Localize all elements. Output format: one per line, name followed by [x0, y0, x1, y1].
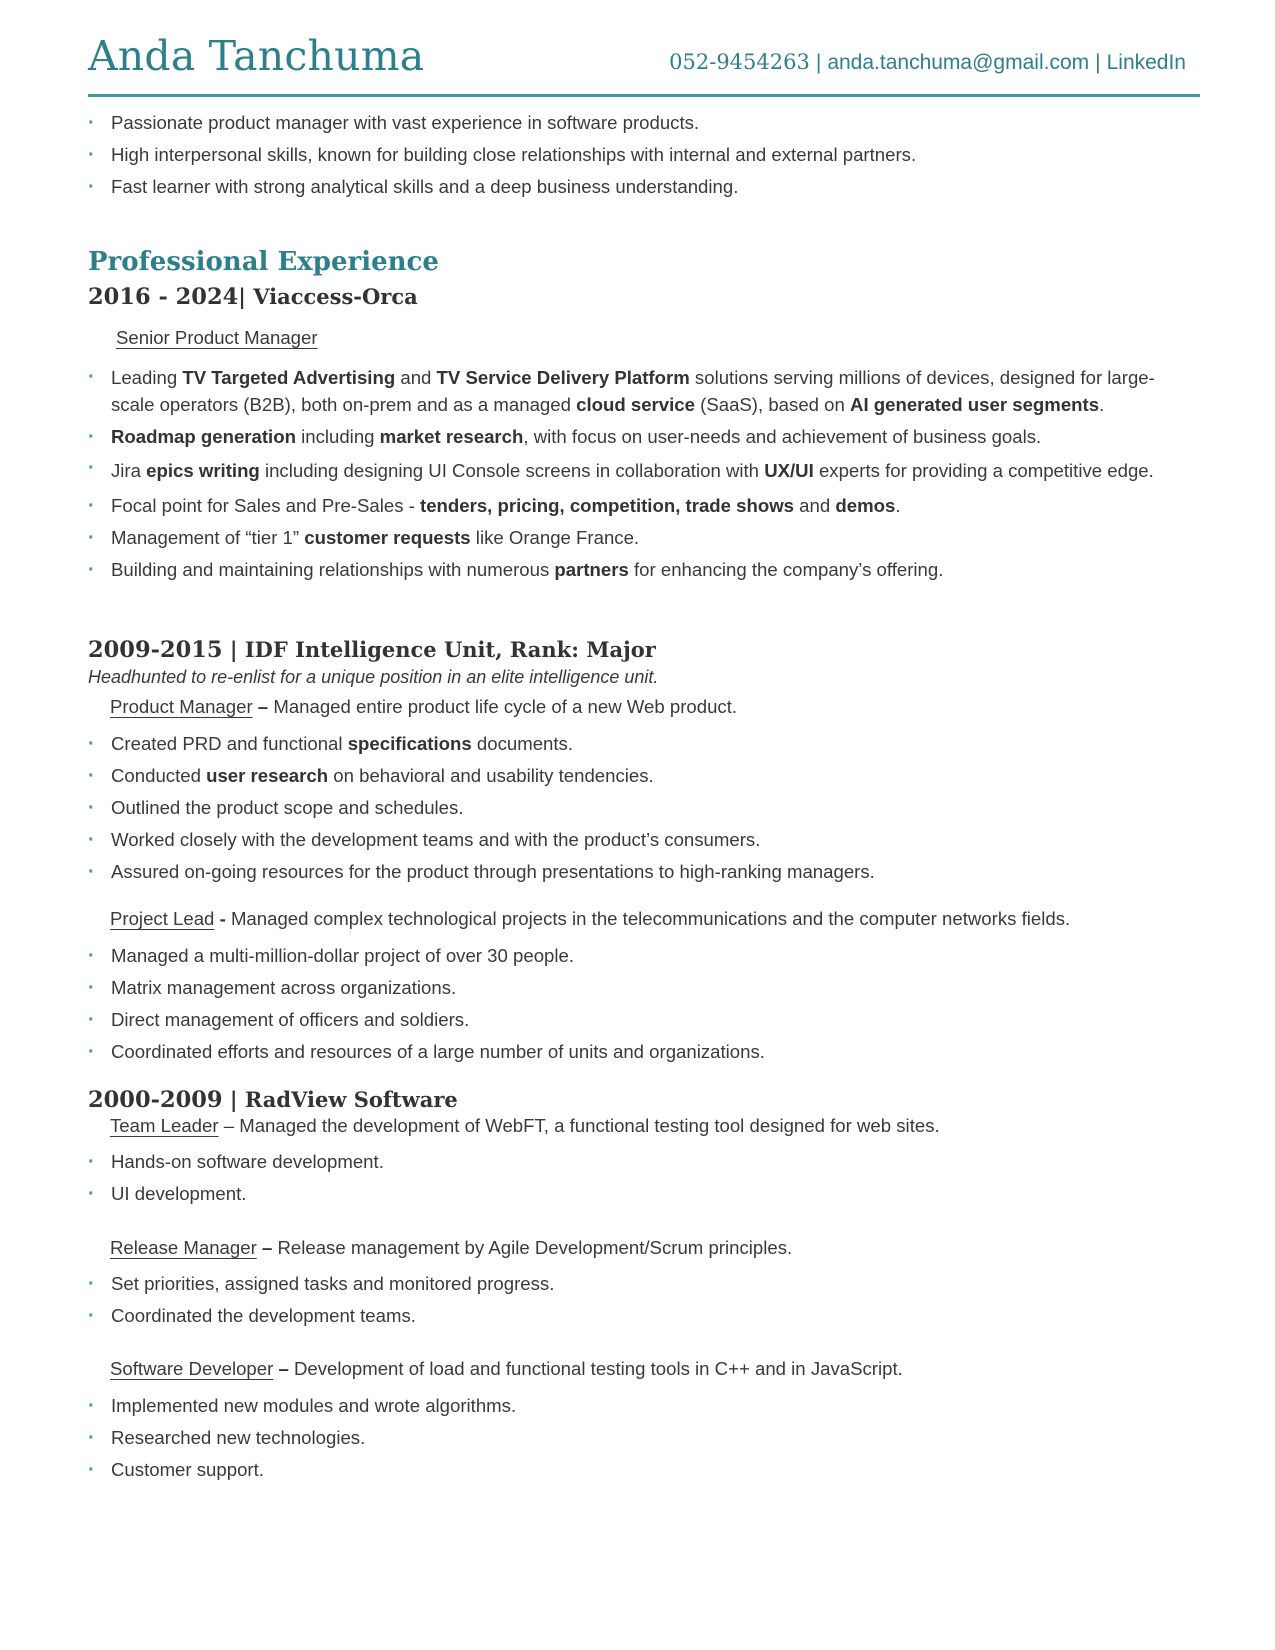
role-description: Managed complex technological projects in the telecommunications and the computer networks fields. — [230, 908, 1071, 929]
role-description: Managed entire product life cycle of a new Web product. — [273, 696, 738, 717]
role-title: Product Manager — [110, 696, 253, 717]
idf-pl-bullets — [88, 940, 1198, 1068]
summary-list — [88, 107, 916, 203]
job-heading-radview — [88, 1087, 458, 1113]
role-title: Release Manager — [110, 1237, 257, 1258]
list-item: · Building and maintaining relationships with numerous partners for enhancing the company’s offering. — [88, 554, 1198, 586]
role-description: Release management by Agile Development/Scrum principles. — [277, 1237, 793, 1258]
summary-item: · High interpersonal skills, known for building close relationships with internal and external partners. — [88, 139, 916, 171]
role-project-lead — [110, 908, 1070, 930]
job-years: 2009-2015 — [88, 637, 223, 663]
idf-pm-bullets — [88, 728, 1198, 888]
list-item: · Hands-on software development. — [88, 1146, 1198, 1178]
radview-tl-bullets — [88, 1146, 1198, 1210]
role-dash: – — [218, 1115, 240, 1136]
email-link[interactable]: anda.tanchuma@gmail.com — [827, 51, 1090, 74]
role-dash: – — [273, 1358, 294, 1379]
job-years: 2000-2009 — [88, 1087, 223, 1113]
resume-header — [88, 30, 1200, 97]
role-product-manager — [110, 696, 737, 718]
job-company: | RadView Software — [222, 1087, 458, 1112]
viaccess-bullets — [88, 364, 1198, 586]
list-item: · Created PRD and functional specifications documents. — [88, 728, 1198, 760]
list-item: · Researched new technologies. — [88, 1422, 1198, 1454]
summary-item: · Passionate product manager with vast experience in software products. — [88, 107, 916, 139]
list-item: · Implemented new modules and wrote algorithms. — [88, 1390, 1198, 1422]
role-release-manager — [110, 1237, 792, 1259]
list-item: · Coordinated efforts and resources of a large number of units and organizations. — [88, 1036, 1198, 1068]
candidate-name: Anda Tanchuma — [88, 32, 425, 80]
role-software-developer — [110, 1358, 903, 1380]
role-dash: – — [252, 696, 274, 717]
summary-item: · Fast learner with strong analytical skills and a deep business understanding. — [88, 171, 916, 203]
job-company: | IDF Intelligence Unit, Rank: Major — [222, 637, 656, 662]
role-title: Team Leader — [110, 1115, 219, 1136]
list-item: · Management of “tier 1” customer requests like Orange France. — [88, 522, 1198, 554]
job-note: Headhunted to re-enlist for a unique position in an elite intelligence unit. — [88, 667, 659, 687]
radview-sd-bullets — [88, 1390, 1198, 1486]
role-senior-pm — [116, 327, 318, 349]
list-item: · Managed a multi-million-dollar project of over 30 people. — [88, 940, 1198, 972]
list-item: · Leading TV Targeted Advertising and TV Service Delivery Platform solutions serving millions of devices, designed for large-scale operators (B2B), both on-prem and as a managed cloud service (SaaS), based on AI generated user segments. — [88, 364, 1198, 421]
role-dash: – — [256, 1237, 278, 1258]
list-item: · Matrix management across organizations. — [88, 972, 1198, 1004]
list-item: · Jira epics writing including designing UI Console screens in collaboration with UX/UI experts for providing a competitive edge. — [88, 453, 1198, 490]
list-item: · Customer support. — [88, 1454, 1198, 1486]
contact-separator: | — [1095, 51, 1101, 74]
phone-number: 052-9454263 — [669, 50, 810, 74]
linkedin-link[interactable]: LinkedIn — [1106, 51, 1186, 74]
role-description: Managed the development of WebFT, a functional testing tool designed for web sites. — [239, 1115, 940, 1136]
list-item: · Focal point for Sales and Pre-Sales - tenders, pricing, competition, trade shows and demos. — [88, 490, 1198, 522]
list-item: · Outlined the product scope and schedules. — [88, 792, 1198, 824]
list-item: · Assured on-going resources for the product through presentations to high-ranking managers. — [88, 856, 1198, 888]
list-item: · Worked closely with the development teams and with the product’s consumers. — [88, 824, 1198, 856]
job-heading-idf — [88, 637, 656, 663]
contact-separator: | — [815, 51, 822, 74]
contact-info — [669, 50, 1186, 75]
list-item: · Conducted user research on behavioral and usability tendencies. — [88, 760, 1198, 792]
list-item: · Set priorities, assigned tasks and monitored progress. — [88, 1268, 1198, 1300]
list-item: · UI development. — [88, 1178, 1198, 1210]
role-title: Senior Product Manager — [116, 327, 318, 348]
role-title: Software Developer — [110, 1358, 274, 1379]
list-item: · Direct management of officers and soldiers. — [88, 1004, 1198, 1036]
job-years: 2016 - 2024 — [88, 284, 239, 310]
job-company: | Viaccess-Orca — [238, 284, 418, 309]
role-dash: - — [214, 908, 231, 929]
list-item: · Coordinated the development teams. — [88, 1300, 1198, 1332]
list-item: · Roadmap generation including market research, with focus on user-needs and achievement of business goals. — [88, 421, 1198, 453]
role-description: Development of load and functional testing tools in C++ and in JavaScript. — [293, 1358, 903, 1379]
role-title: Project Lead — [110, 908, 215, 929]
radview-rm-bullets — [88, 1268, 1198, 1332]
role-team-leader — [110, 1115, 940, 1137]
section-title: Professional Experience — [88, 247, 439, 277]
job-heading-viaccess — [88, 284, 418, 310]
